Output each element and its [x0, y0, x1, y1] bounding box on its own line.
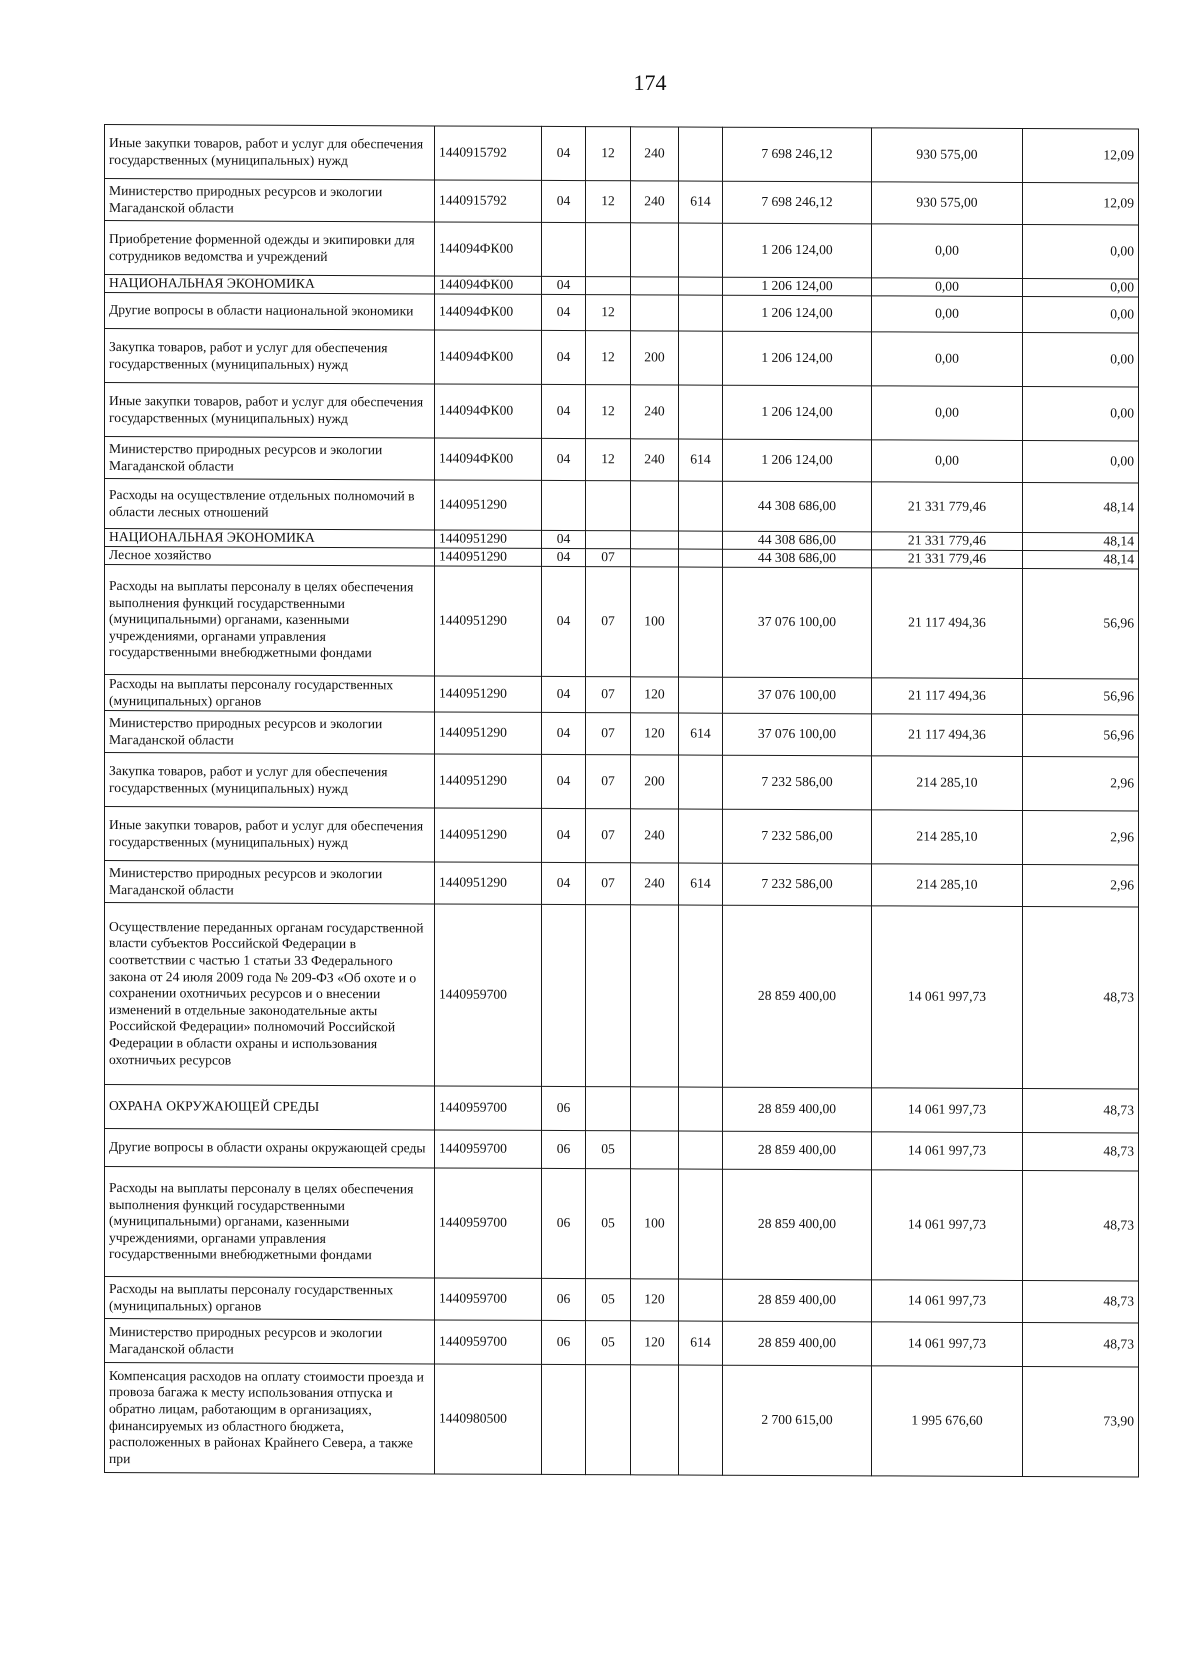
subsection-code: 05 [586, 1279, 631, 1321]
expense-type-code [631, 1087, 679, 1131]
section-code: 04 [542, 862, 586, 904]
subsection-code [586, 905, 631, 1087]
planned-amount: 1 206 124,00 [723, 439, 872, 482]
actual-amount: 0,00 [872, 296, 1023, 333]
subsection-code: 07 [586, 863, 631, 905]
expense-type-code: 240 [631, 127, 679, 181]
section-code: 04 [542, 330, 586, 384]
execution-percent: 0,00 [1023, 441, 1139, 484]
subsection-code: 05 [586, 1131, 631, 1169]
subsection-code: 12 [586, 439, 631, 481]
target-code: 144094ФК00 [435, 276, 542, 294]
target-code: 1440959700 [435, 1278, 542, 1320]
target-code: 1440959700 [435, 904, 542, 1086]
section-code: 06 [542, 1320, 586, 1364]
table-row [105, 437, 1139, 484]
planned-amount: 28 859 400,00 [723, 1087, 872, 1132]
table-row [105, 861, 1139, 908]
expense-type-code: 100 [631, 1169, 679, 1279]
section-code: 04 [542, 712, 586, 754]
target-code: 1440951290 [435, 712, 542, 754]
section-code: 04 [542, 530, 586, 548]
planned-amount: 28 859 400,00 [723, 1321, 872, 1366]
target-code: 1440980500 [435, 1364, 542, 1474]
execution-percent: 0,00 [1023, 297, 1139, 334]
planned-amount: 7 232 586,00 [723, 863, 872, 906]
department-code [679, 295, 723, 331]
execution-percent: 0,00 [1023, 279, 1139, 298]
subsection-code: 12 [586, 385, 631, 439]
section-code: 04 [542, 384, 586, 438]
actual-amount: 14 061 997,73 [872, 1280, 1023, 1323]
expense-type-code [631, 905, 679, 1087]
expense-type-code: 240 [631, 439, 679, 481]
department-code: 614 [679, 181, 723, 223]
section-code: 04 [542, 548, 586, 566]
row-name: ОХРАНА ОКРУЖАЮЩЕЙ СРЕДЫ [105, 1085, 435, 1130]
table-row [105, 807, 1139, 866]
planned-amount: 44 308 686,00 [723, 531, 872, 550]
row-name: Министерство природных ресурсов и экологии Магаданской области [105, 179, 435, 222]
row-name: Министерство природных ресурсов и экологии Магаданской области [105, 711, 435, 754]
row-name: Другие вопросы в области охраны окружающей среды [105, 1129, 435, 1168]
actual-amount: 21 331 779,46 [872, 482, 1023, 533]
planned-amount: 1 206 124,00 [723, 223, 872, 278]
actual-amount: 214 285,10 [872, 810, 1023, 865]
table-row [105, 1319, 1139, 1368]
section-code: 04 [542, 294, 586, 330]
department-code [679, 755, 723, 809]
expense-type-code [631, 295, 679, 331]
expense-type-code: 200 [631, 331, 679, 385]
table-row [105, 711, 1139, 758]
subsection-code: 07 [586, 567, 631, 677]
actual-amount: 930 575,00 [872, 128, 1023, 183]
row-name: Министерство природных ресурсов и экологии Магаданской области [105, 861, 435, 904]
planned-amount: 44 308 686,00 [723, 481, 872, 532]
section-code: 04 [542, 180, 586, 222]
department-code [679, 549, 723, 567]
subsection-code [586, 223, 631, 277]
department-code [679, 385, 723, 439]
expense-type-code: 200 [631, 755, 679, 809]
expense-type-code [631, 549, 679, 567]
row-name: Иные закупки товаров, работ и услуг для обеспечения государственных (муниципальных) нужд [105, 125, 435, 180]
section-code: 04 [542, 276, 586, 294]
expense-type-code: 240 [631, 385, 679, 439]
section-code: 04 [542, 126, 586, 180]
table-row [105, 293, 1139, 334]
department-code [679, 331, 723, 385]
execution-percent: 48,73 [1023, 1133, 1139, 1172]
actual-amount: 21 117 494,36 [872, 568, 1023, 679]
expense-type-code [631, 481, 679, 531]
department-code: 614 [679, 863, 723, 905]
target-code: 1440915792 [435, 126, 542, 180]
actual-amount: 14 061 997,73 [872, 1322, 1023, 1367]
row-name: НАЦИОНАЛЬНАЯ ЭКОНОМИКА [105, 529, 435, 548]
actual-amount: 0,00 [872, 224, 1023, 279]
actual-amount: 930 575,00 [872, 182, 1023, 225]
execution-percent: 12,09 [1023, 183, 1139, 226]
execution-percent: 2,96 [1023, 811, 1139, 866]
target-code: 144094ФК00 [435, 330, 542, 384]
execution-percent: 48,14 [1023, 533, 1139, 552]
section-code: 06 [542, 1130, 586, 1168]
execution-percent: 56,96 [1023, 679, 1139, 716]
expense-type-code: 120 [631, 713, 679, 755]
actual-amount: 0,00 [872, 332, 1023, 387]
execution-percent: 48,73 [1023, 1171, 1139, 1282]
expense-type-code [631, 531, 679, 549]
planned-amount: 37 076 100,00 [723, 713, 872, 756]
execution-percent: 48,73 [1023, 907, 1139, 1090]
section-code: 06 [542, 1278, 586, 1320]
expense-type-code [631, 1131, 679, 1169]
row-name: Расходы на выплаты персоналу государственных (муниципальных) органов [105, 1277, 435, 1320]
subsection-code: 05 [586, 1169, 631, 1279]
department-code [679, 677, 723, 713]
department-code: 614 [679, 439, 723, 481]
planned-amount: 7 232 586,00 [723, 755, 872, 810]
table-row [105, 1167, 1139, 1282]
expense-type-code: 120 [631, 677, 679, 713]
expense-type-code: 120 [631, 1321, 679, 1365]
table-row [105, 675, 1139, 716]
planned-amount: 1 206 124,00 [723, 277, 872, 296]
actual-amount: 214 285,10 [872, 756, 1023, 811]
department-code [679, 277, 723, 295]
section-code: 04 [542, 754, 586, 808]
table-row [105, 903, 1139, 1090]
expense-type-code [631, 1365, 679, 1475]
subsection-code: 12 [586, 331, 631, 385]
page-number: 174 [633, 70, 667, 95]
execution-percent: 12,09 [1023, 129, 1139, 184]
execution-percent: 73,90 [1023, 1367, 1139, 1478]
planned-amount: 7 698 246,12 [723, 127, 872, 182]
execution-percent: 2,96 [1023, 757, 1139, 812]
table-row [105, 125, 1139, 184]
planned-amount: 7 232 586,00 [723, 809, 872, 864]
expense-type-code: 240 [631, 863, 679, 905]
actual-amount: 14 061 997,73 [872, 1170, 1023, 1281]
actual-amount: 21 331 779,46 [872, 532, 1023, 551]
subsection-code: 12 [586, 295, 631, 331]
subsection-code [586, 481, 631, 531]
target-code: 1440951290 [435, 530, 542, 548]
row-name: Расходы на осуществление отдельных полномочий в области лесных отношений [105, 479, 435, 530]
execution-percent: 0,00 [1023, 387, 1139, 442]
actual-amount: 14 061 997,73 [872, 1132, 1023, 1171]
row-name: Иные закупки товаров, работ и услуг для обеспечения государственных (муниципальных) нужд [105, 807, 435, 862]
execution-percent: 48,73 [1023, 1323, 1139, 1368]
subsection-code: 12 [586, 181, 631, 223]
row-name: Закупка товаров, работ и услуг для обеспечения государственных (муниципальных) нужд [105, 329, 435, 384]
actual-amount: 0,00 [872, 278, 1023, 297]
target-code: 1440959700 [435, 1320, 542, 1364]
target-code: 144094ФК00 [435, 438, 542, 480]
target-code: 1440959700 [435, 1168, 542, 1278]
actual-amount: 14 061 997,73 [872, 906, 1023, 1089]
target-code: 1440951290 [435, 548, 542, 566]
target-code: 1440951290 [435, 862, 542, 904]
target-code: 1440951290 [435, 566, 542, 676]
actual-amount: 14 061 997,73 [872, 1088, 1023, 1133]
target-code: 1440951290 [435, 676, 542, 712]
department-code [679, 1131, 723, 1169]
row-name: Расходы на выплаты персоналу в целях обеспечения выполнения функций государственными (муниципальными) органами, казенными учреждениями, органами управления государственными внебюджетными фондами [105, 1167, 435, 1278]
department-code [679, 223, 723, 277]
department-code [679, 809, 723, 863]
expense-type-code: 240 [631, 181, 679, 223]
execution-percent: 56,96 [1023, 715, 1139, 758]
expense-type-code [631, 223, 679, 277]
planned-amount: 28 859 400,00 [723, 1131, 872, 1170]
execution-percent: 0,00 [1023, 333, 1139, 388]
execution-percent: 48,14 [1023, 483, 1139, 534]
department-code [679, 481, 723, 531]
department-code: 614 [679, 713, 723, 755]
actual-amount: 21 331 779,46 [872, 550, 1023, 569]
target-code: 1440959700 [435, 1086, 542, 1130]
planned-amount: 28 859 400,00 [723, 1169, 872, 1280]
row-name: Компенсация расходов на оплату стоимости проезда и провоза багажа к месту использования отпуска и обратно лицам, работающим в организациях, финансируемых из областного бюджета, расположенных в районах Крайнего Севера, а также при [105, 1363, 435, 1474]
table-row [105, 565, 1139, 680]
target-code: 1440915792 [435, 180, 542, 222]
execution-percent: 2,96 [1023, 865, 1139, 908]
target-code: 144094ФК00 [435, 294, 542, 330]
department-code [679, 531, 723, 549]
planned-amount: 1 206 124,00 [723, 295, 872, 332]
section-code: 06 [542, 1086, 586, 1130]
subsection-code [586, 531, 631, 549]
execution-percent: 48,73 [1023, 1089, 1139, 1134]
subsection-code [586, 277, 631, 295]
subsection-code: 05 [586, 1321, 631, 1365]
row-name: Министерство природных ресурсов и экологии Магаданской области [105, 1319, 435, 1364]
table-row [105, 479, 1139, 534]
expense-type-code: 100 [631, 567, 679, 677]
department-code: 614 [679, 1321, 723, 1365]
section-code: 06 [542, 1168, 586, 1278]
row-name: Расходы на выплаты персоналу в целях обеспечения выполнения функций государственными (муниципальными) органами, казенными учреждениями, органами управления государственными внебюджетными фондами [105, 565, 435, 676]
table-row [105, 329, 1139, 388]
budget-execution-table [104, 124, 1139, 1478]
actual-amount: 1 995 676,60 [872, 1366, 1023, 1477]
section-code: 04 [542, 566, 586, 676]
department-code [679, 1279, 723, 1321]
target-code: 144094ФК00 [435, 384, 542, 438]
expense-type-code: 120 [631, 1279, 679, 1321]
target-code: 1440951290 [435, 480, 542, 530]
table-row [105, 1085, 1139, 1134]
subsection-code: 12 [586, 127, 631, 181]
target-code: 144094ФК00 [435, 222, 542, 276]
table-row [105, 1277, 1139, 1324]
row-name: Министерство природных ресурсов и экологии Магаданской области [105, 437, 435, 480]
planned-amount: 7 698 246,12 [723, 181, 872, 224]
subsection-code: 07 [586, 549, 631, 567]
department-code [679, 1365, 723, 1475]
department-code [679, 567, 723, 677]
table-row [105, 1363, 1139, 1478]
execution-percent: 48,73 [1023, 1281, 1139, 1324]
section-code [542, 1364, 586, 1474]
table-row [105, 383, 1139, 442]
subsection-code [586, 1087, 631, 1131]
section-code [542, 480, 586, 530]
planned-amount: 37 076 100,00 [723, 677, 872, 714]
subsection-code: 07 [586, 755, 631, 809]
planned-amount: 28 859 400,00 [723, 905, 872, 1088]
target-code: 1440959700 [435, 1130, 542, 1168]
target-code: 1440951290 [435, 808, 542, 862]
row-name: Лесное хозяйство [105, 547, 435, 566]
table-row [105, 221, 1139, 280]
row-name: Осуществление переданных органам государственной власти субъектов Российской Федерации в соответствии с частью 1 статьи 33 Федерального закона от 24 июля 2009 года № 209-ФЗ «Об охоте и о сохранении охотничьих ресурсов и о внесении изменений в отдельные законодательные акты Российской Федерации» полномочий Российской Федерации в области охраны и использования охотничьих ресурсов [105, 903, 435, 1086]
row-name: Другие вопросы в области национальной экономики [105, 293, 435, 330]
actual-amount: 21 117 494,36 [872, 678, 1023, 715]
actual-amount: 21 117 494,36 [872, 714, 1023, 757]
section-code: 04 [542, 438, 586, 480]
actual-amount: 0,00 [872, 386, 1023, 441]
actual-amount: 0,00 [872, 440, 1023, 483]
planned-amount: 37 076 100,00 [723, 567, 872, 678]
execution-percent: 48,14 [1023, 551, 1139, 570]
planned-amount: 1 206 124,00 [723, 331, 872, 386]
section-code [542, 222, 586, 276]
section-code: 04 [542, 676, 586, 712]
planned-amount: 44 308 686,00 [723, 549, 872, 568]
section-code [542, 904, 586, 1086]
row-name: Иные закупки товаров, работ и услуг для обеспечения государственных (муниципальных) нужд [105, 383, 435, 438]
department-code [679, 905, 723, 1087]
section-code: 04 [542, 808, 586, 862]
department-code [679, 127, 723, 181]
planned-amount: 2 700 615,00 [723, 1365, 872, 1476]
department-code [679, 1169, 723, 1279]
planned-amount: 28 859 400,00 [723, 1279, 872, 1322]
expense-type-code [631, 277, 679, 295]
execution-percent: 0,00 [1023, 225, 1139, 280]
expense-type-code: 240 [631, 809, 679, 863]
planned-amount: 1 206 124,00 [723, 385, 872, 440]
actual-amount: 214 285,10 [872, 864, 1023, 907]
subsection-code: 07 [586, 677, 631, 713]
row-name: Приобретение форменной одежды и экипировки для сотрудников ведомства и учреждений [105, 221, 435, 276]
row-name: Закупка товаров, работ и услуг для обеспечения государственных (муниципальных) нужд [105, 753, 435, 808]
table-row [105, 179, 1139, 226]
row-name: Расходы на выплаты персоналу государственных (муниципальных) органов [105, 675, 435, 712]
subsection-code [586, 1365, 631, 1475]
table-row [105, 1129, 1139, 1172]
table-row [105, 753, 1139, 812]
subsection-code: 07 [586, 809, 631, 863]
subsection-code: 07 [586, 713, 631, 755]
target-code: 1440951290 [435, 754, 542, 808]
execution-percent: 56,96 [1023, 569, 1139, 680]
row-name: НАЦИОНАЛЬНАЯ ЭКОНОМИКА [105, 275, 435, 294]
table-body [105, 125, 1139, 1478]
department-code [679, 1087, 723, 1131]
